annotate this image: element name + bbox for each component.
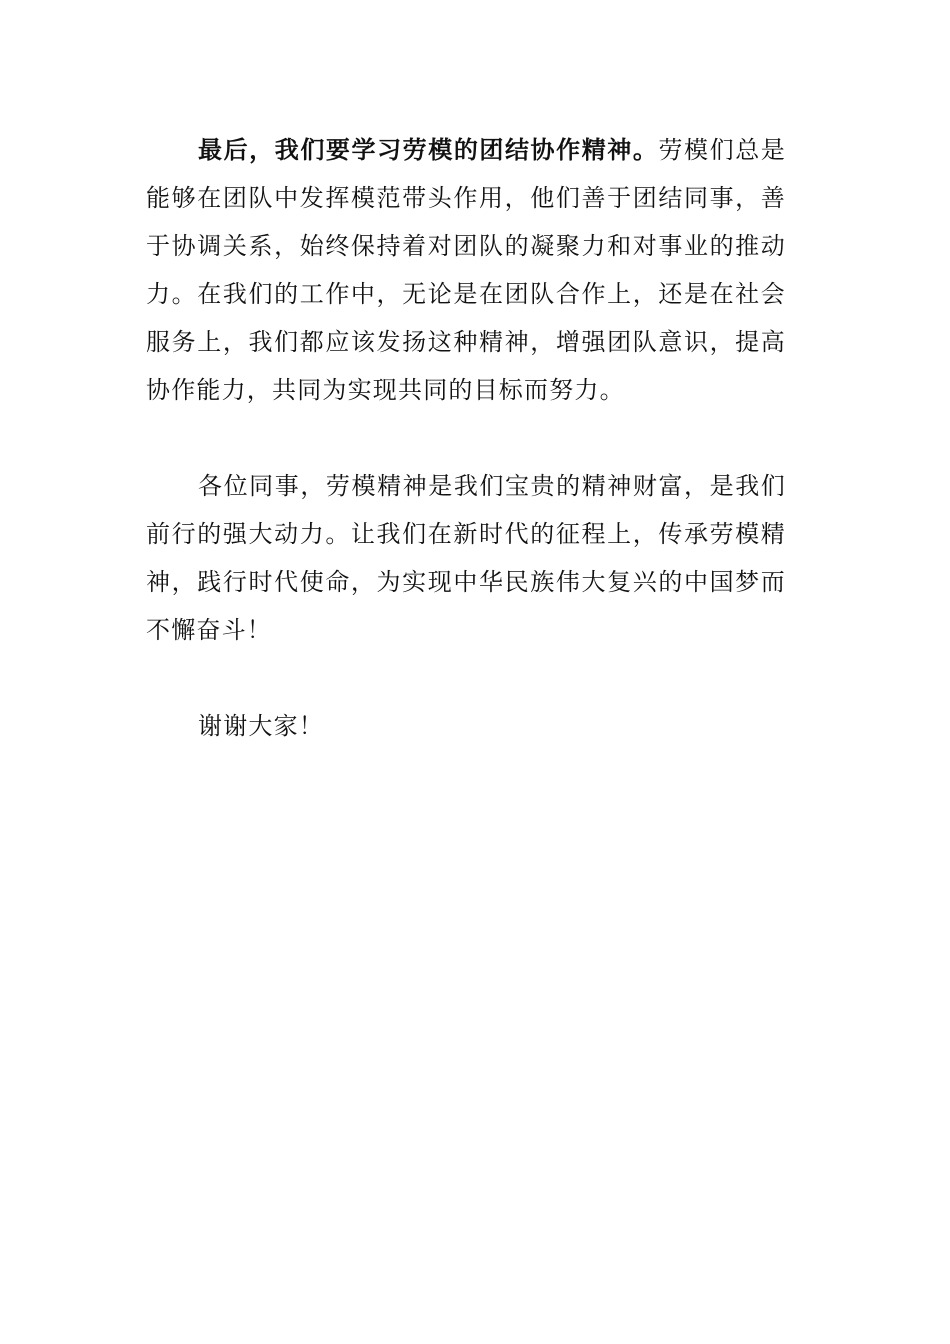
paragraph-closing: 各位同事，劳模精神是我们宝贵的精神财富，是我们前行的强大动力。让我们在新时代的征程上，传承劳模精神，践行时代使命，为实现中华民族伟大复兴的中国梦而不懈奋斗！ — [146, 472, 786, 644]
paragraph-body-text: 劳模们总是能够在团队中发挥模范带头作用，他们善于团结同事，善于协调关系，始终保持着对团队的凝聚力和对事业的推动力。在我们的工作中，无论是在团队合作上，还是在社会服务上，我们都应该发扬这种精神，增强团队意识，提高协作能力，共同为实现共同的目标而努力。 — [146, 136, 786, 404]
document-page — [146, 126, 786, 750]
paragraph-thanks: 谢谢大家！ — [198, 712, 324, 740]
paragraph-teamwork — [146, 126, 786, 414]
paragraph-lead-heading: 最后，我们要学习劳模的团结协作精神。 — [198, 135, 659, 164]
